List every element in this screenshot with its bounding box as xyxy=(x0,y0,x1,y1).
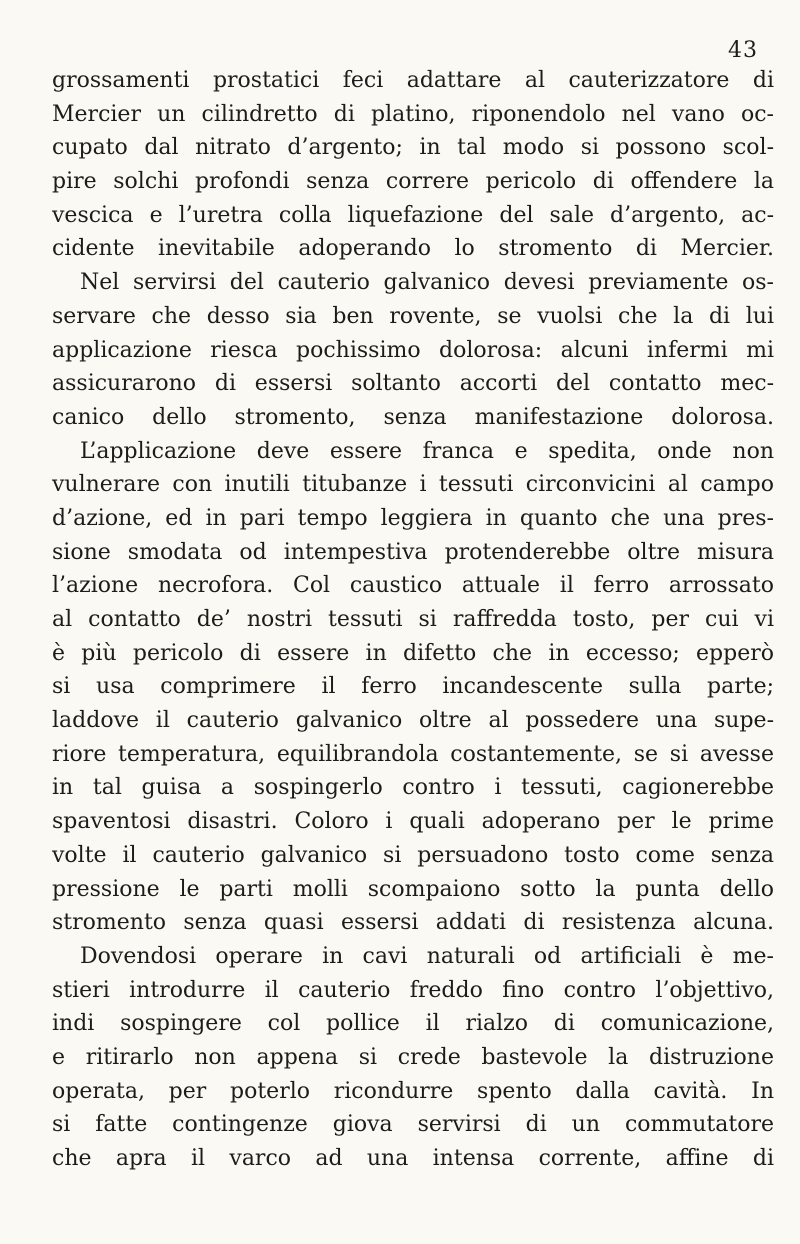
text-line: indi sospingere col pollice il rialzo di comunicazione, xyxy=(52,1011,774,1037)
text-line: si usa comprimere il ferro incandescente sulla parte; xyxy=(52,674,774,700)
text-line: l’azione necrofora. Col caustico attuale il ferro arrossato xyxy=(52,573,774,599)
text-line: Nel servirsi del cauterio galvanico devesi previamente os- xyxy=(80,270,774,296)
text-line: L’applicazione deve essere franca e spedita, onde non xyxy=(80,438,774,464)
text-line: d’azione, ed in pari tempo leggiera in quanto che una pres- xyxy=(52,505,774,531)
text-line: operata, per poterlo ricondurre spento dalla cavità. In xyxy=(52,1078,774,1104)
text-line: pressione le parti molli scompaiono sotto la punta dello xyxy=(52,876,774,902)
text-line: in tal guisa a sospingerlo contro i tessuti, cagionerebbe xyxy=(52,775,774,801)
text-line: pire solchi profondi senza correre pericolo di offendere la xyxy=(52,169,774,195)
text-line: spaventosi disastri. Coloro i quali adoperano per le prime xyxy=(52,809,774,835)
text-line: che apra il varco ad una intensa corrente, affine di xyxy=(52,1146,774,1171)
text-line: grossamenti prostatici feci adattare al cauterizzatore di xyxy=(52,68,774,93)
text-line: sione smodata od intempestiva protenderebbe oltre misura xyxy=(52,539,774,565)
text-line: e ritirarlo non appena si crede bastevole la distruzione xyxy=(52,1044,774,1070)
text-line: vescica e l’uretra colla liquefazione del sale d’argento, ac- xyxy=(52,202,774,228)
text-line: cidente inevitabile adoperando lo stromento di Mercier. xyxy=(52,236,774,262)
text-line: assicurarono di essersi soltanto accorti del contatto mec- xyxy=(52,371,774,397)
text-line: canico dello stromento, senza manifestazione dolorosa. xyxy=(52,404,774,430)
text-line: stromento senza quasi essersi addati di resistenza alcuna. xyxy=(52,910,774,936)
text-line: è più pericolo di essere in difetto che in eccesso; epperò xyxy=(52,640,774,666)
text-line: Dovendosi operare in cavi naturali od artificiali è me- xyxy=(80,943,774,969)
text-line: vulnerare con inutili titubanze i tessuti circonvicini al campo xyxy=(52,472,774,498)
text-line: cupato dal nitrato d’argento; in tal modo si possono scol- xyxy=(52,135,774,161)
body-text xyxy=(52,64,774,1176)
text-line: si fatte contingenze giova servirsi di un commutatore xyxy=(52,1112,774,1138)
text-line: riore temperatura, equilibrandola costantemente, se si avesse xyxy=(52,741,774,767)
text-line: stieri introdurre il cauterio freddo fino contro l’objettivo, xyxy=(52,977,774,1003)
text-line: Mercier un cilindretto di platino, riponendolo nel vano oc- xyxy=(52,101,774,127)
page-number: 43 xyxy=(728,38,758,63)
text-line: applicazione riesca pochissimo dolorosa: alcuni infermi mi xyxy=(52,337,774,363)
text-line: volte il cauterio galvanico si persuadono tosto come senza xyxy=(52,842,774,868)
text-line: al contatto de’ nostri tessuti si raffredda tosto, per cui vi xyxy=(52,607,774,632)
text-line: laddove il cauterio galvanico oltre al possedere una supe- xyxy=(52,708,774,734)
text-line: servare che desso sia ben rovente, se vuolsi che la di lui xyxy=(52,303,774,329)
